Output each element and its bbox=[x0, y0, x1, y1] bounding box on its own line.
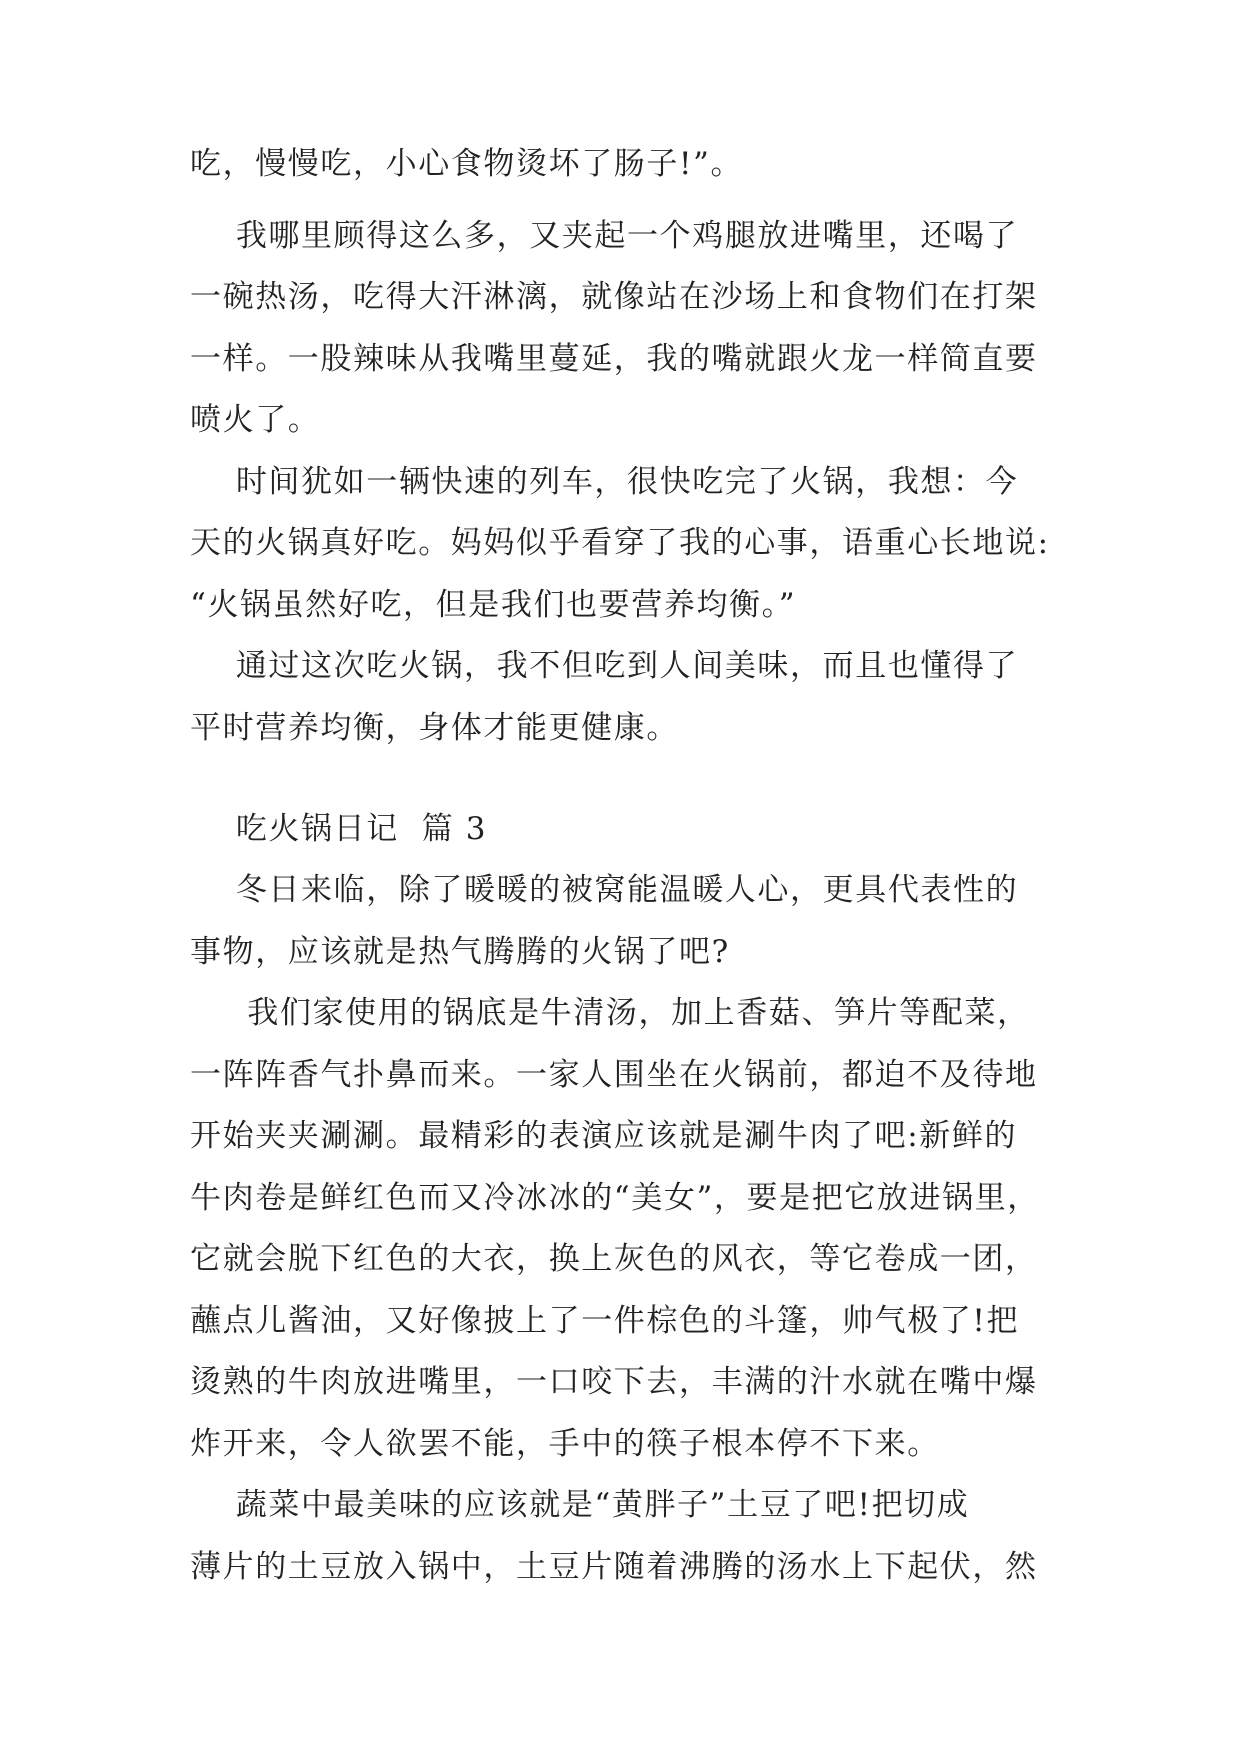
text-line: 一阵阵香气扑鼻而来。一家人围坐在火锅前，都迫不及待地 bbox=[190, 1057, 1038, 1093]
text-line: 通过这次吃火锅，我不但吃到人间美味，而且也懂得了 bbox=[190, 648, 1019, 684]
text-line: 我们家使用的锅底是牛清汤，加上香菇、笋片等配菜， bbox=[190, 995, 1030, 1031]
text-line: 一样。一股辣味从我嘴里蔓延，我的嘴就跟火龙一样简直要 bbox=[190, 341, 1038, 377]
text-line: 它就会脱下红色的大衣，换上灰色的风衣，等它卷成一团， bbox=[190, 1241, 1038, 1277]
section-heading: 吃火锅日记 篇 3 bbox=[190, 811, 488, 847]
text-line: 吃，慢慢吃，小心食物烫坏了肠子!”。 bbox=[190, 146, 744, 182]
text-line: 一碗热汤，吃得大汗淋漓，就像站在沙场上和食物们在打架 bbox=[190, 279, 1038, 315]
text-line: 平时营养均衡，身体才能更健康。 bbox=[190, 710, 679, 746]
text-line: 冬日来临，除了暖暖的被窝能温暖人心，更具代表性的 bbox=[190, 872, 1019, 908]
text-line: 牛肉卷是鲜红色而又冷冰冰的“美女”，要是把它放进锅里， bbox=[190, 1180, 1040, 1216]
text-line: 薄片的土豆放入锅中，土豆片随着沸腾的汤水上下起伏，然 bbox=[190, 1549, 1038, 1585]
text-line: 蘸点儿酱油，又好像披上了一件棕色的斗篷，帅气极了!把 bbox=[190, 1303, 1020, 1339]
text-line: “火锅虽然好吃，但是我们也要营养均衡。” bbox=[190, 587, 797, 623]
text-line: 时间犹如一辆快速的列车，很快吃完了火锅，我想：今 bbox=[190, 464, 1019, 500]
text-line: 蔬菜中最美味的应该就是“黄胖子”土豆了吧!把切成 bbox=[190, 1487, 970, 1523]
text-line: 喷火了。 bbox=[190, 402, 321, 438]
text-line: 我哪里顾得这么多，又夹起一个鸡腿放进嘴里，还喝了 bbox=[190, 218, 1019, 254]
text-line: 烫熟的牛肉放进嘴里，一口咬下去，丰满的汁水就在嘴中爆 bbox=[190, 1364, 1038, 1400]
text-line: 天的火锅真好吃。妈妈似乎看穿了我的心事，语重心长地说: bbox=[190, 525, 1050, 561]
text-line: 开始夹夹涮涮。最精彩的表演应该就是涮牛肉了吧:新鲜的 bbox=[190, 1118, 1018, 1154]
text-line: 事物，应该就是热气腾腾的火锅了吧? bbox=[190, 934, 730, 970]
text-line: 炸开来，令人欲罢不能，手中的筷子根本停不下来。 bbox=[190, 1426, 940, 1462]
